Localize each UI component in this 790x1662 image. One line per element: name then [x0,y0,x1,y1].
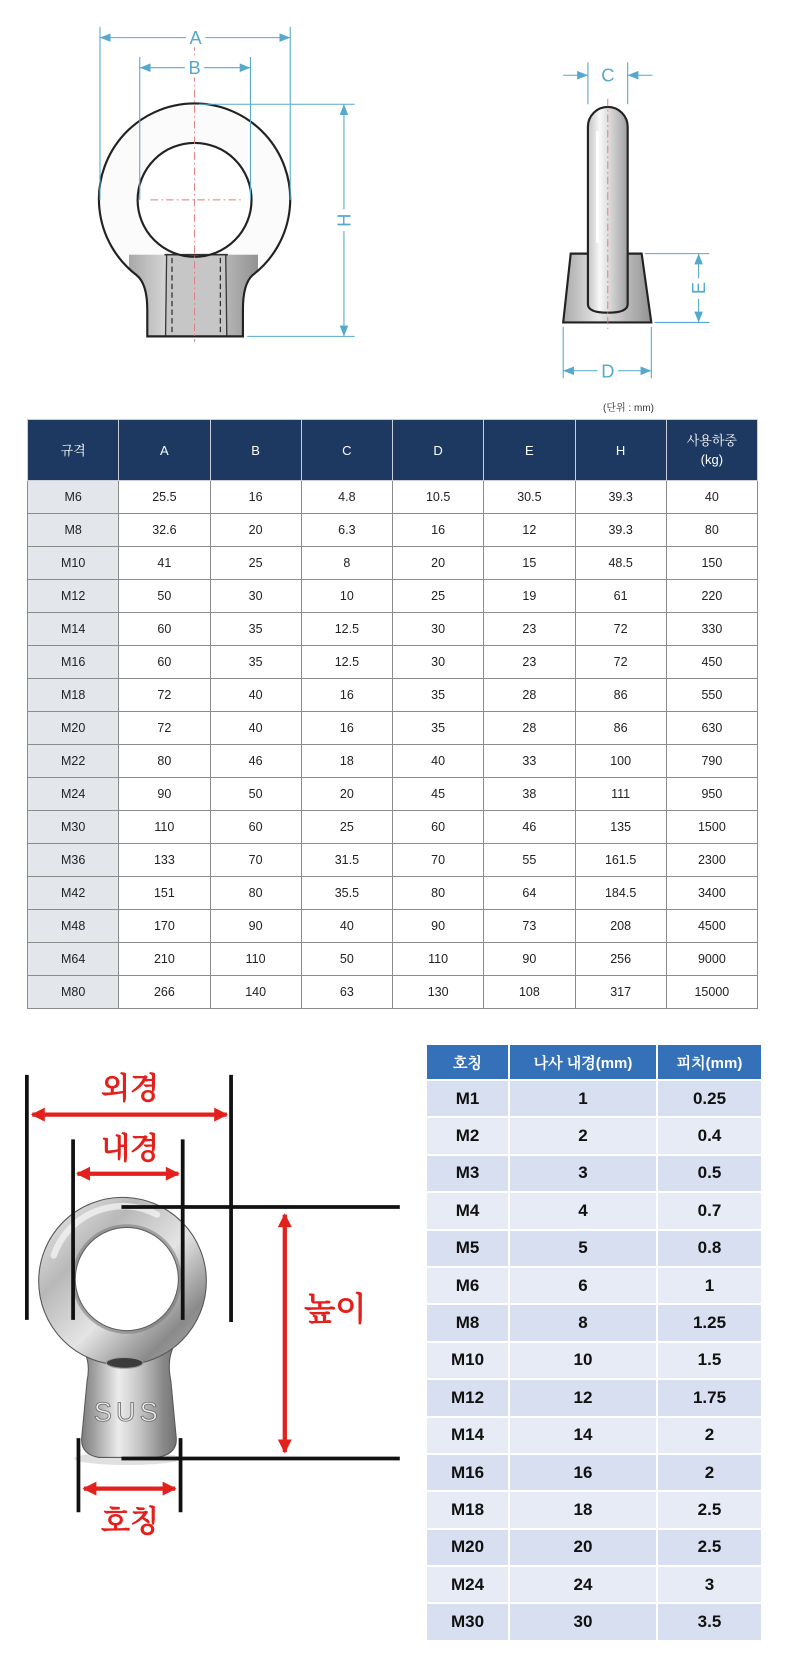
spec-value-cell: 266 [119,976,210,1009]
spec-value-cell: 90 [484,943,575,976]
spec-value-cell: 35 [210,613,301,646]
spec-value-cell: 35.5 [301,877,392,910]
spec-value-cell: 3400 [666,877,757,910]
spec-value-cell: 20 [301,778,392,811]
spec-value-cell: 16 [301,712,392,745]
table-row [426,1454,762,1491]
thread-size-cell: M8 [426,1304,509,1341]
thread-inner-diameter-cell: 16 [509,1454,657,1491]
dimension-a-label: A [189,27,202,49]
spec-value-cell: 40 [393,745,484,778]
thread-pitch-cell: 2 [657,1417,762,1454]
spec-size-cell: M64 [28,943,119,976]
spec-value-cell: 16 [393,514,484,547]
spec-value-cell: 41 [119,547,210,580]
thread-inner-diameter-cell: 10 [509,1342,657,1379]
spec-value-cell: 80 [210,877,301,910]
spec-value-cell: 25 [301,811,392,844]
thread-inner-diameter-cell: 2 [509,1117,657,1154]
thread-size-cell: M14 [426,1417,509,1454]
spec-value-cell: 86 [575,679,666,712]
eye-nut-emboss: SUS [93,1396,162,1427]
spec-value-cell: 45 [393,778,484,811]
spec-table-head [28,420,758,481]
thread-pitch-cell: 1.75 [657,1379,762,1416]
spec-value-cell: 60 [210,811,301,844]
thread-pitch-cell: 0.8 [657,1230,762,1267]
spec-value-cell: 210 [119,943,210,976]
spec-value-cell: 28 [484,712,575,745]
spec-value-cell: 40 [301,910,392,943]
spec-size-cell: M48 [28,910,119,943]
thread-inner-diameter-cell: 4 [509,1192,657,1229]
table-row [28,877,758,910]
spec-value-cell: 9000 [666,943,757,976]
spec-value-cell: 19 [484,580,575,613]
height-label: 높이 [304,1290,367,1327]
spec-value-cell: 33 [484,745,575,778]
thread-size-cell: M16 [426,1454,509,1491]
spec-value-cell: 12.5 [301,613,392,646]
table-row [426,1379,762,1416]
thread-inner-diameter-cell: 18 [509,1491,657,1528]
spec-value-cell: 111 [575,778,666,811]
spec-value-cell: 184.5 [575,877,666,910]
thread-inner-diameter-cell: 14 [509,1417,657,1454]
table-row [426,1304,762,1341]
spec-value-cell: 61 [575,580,666,613]
spec-value-cell: 70 [393,844,484,877]
spec-value-cell: 35 [393,679,484,712]
spec-size-cell: M10 [28,547,119,580]
spec-value-cell: 550 [666,679,757,712]
spec-value-cell: 18 [301,745,392,778]
spec-value-cell: 50 [301,943,392,976]
spec-value-cell: 80 [119,745,210,778]
table-row [28,811,758,844]
table-row [426,1117,762,1154]
spec-table-header-row [28,420,758,481]
spec-value-cell: 73 [484,910,575,943]
thread-size-cell: M6 [426,1267,509,1304]
spec-value-cell: 10 [301,580,392,613]
spec-value-cell: 16 [301,679,392,712]
spec-value-cell: 55 [484,844,575,877]
thread-size-cell: M30 [426,1603,509,1640]
spec-value-cell: 86 [575,712,666,745]
spec-header-cell: D [393,420,484,481]
table-row [28,580,758,613]
spec-value-cell: 72 [575,646,666,679]
thread-table-header-row [426,1044,762,1080]
table-row [426,1230,762,1267]
table-row [28,712,758,745]
table-row [426,1155,762,1192]
front-view [99,43,290,342]
table-row [426,1491,762,1528]
spec-value-cell: 60 [393,811,484,844]
spec-value-cell: 12 [484,514,575,547]
thread-inner-diameter-cell: 30 [509,1603,657,1640]
spec-value-cell: 23 [484,613,575,646]
thread-size-cell: M5 [426,1230,509,1267]
spec-size-cell: M12 [28,580,119,613]
spec-value-cell: 31.5 [301,844,392,877]
spec-value-cell: 110 [393,943,484,976]
table-row [28,679,758,712]
spec-size-cell: M24 [28,778,119,811]
thread-inner-diameter-cell: 3 [509,1155,657,1192]
spec-value-cell: 72 [575,613,666,646]
spec-value-cell: 110 [119,811,210,844]
dimension-e-label: E [688,281,710,295]
spec-value-cell: 46 [484,811,575,844]
spec-value-cell: 23 [484,646,575,679]
spec-header-cell: B [210,420,301,481]
dimension-c-label: C [601,64,615,86]
spec-value-cell: 39.3 [575,481,666,514]
thread-inner-diameter-cell: 24 [509,1566,657,1603]
spec-value-cell: 30 [210,580,301,613]
spec-value-cell: 60 [119,646,210,679]
thread-pitch-cell: 1 [657,1267,762,1304]
spec-value-cell: 38 [484,778,575,811]
spec-value-cell: 80 [666,514,757,547]
spec-header-cell: H [575,420,666,481]
thread-size-cell: M1 [426,1080,509,1117]
table-row [28,481,758,514]
spec-value-cell: 25 [210,547,301,580]
spec-value-cell: 100 [575,745,666,778]
spec-value-cell: 32.6 [119,514,210,547]
dimension-b-label: B [188,57,201,79]
spec-size-cell: M22 [28,745,119,778]
spec-value-cell: 15 [484,547,575,580]
dimension-e [645,254,709,323]
spec-value-cell: 70 [210,844,301,877]
thread-size-cell: M4 [426,1192,509,1229]
spec-value-cell: 6.3 [301,514,392,547]
thread-inner-diameter-cell: 1 [509,1080,657,1117]
thread-pitch-cell: 0.5 [657,1155,762,1192]
thread-pitch-cell: 0.4 [657,1117,762,1154]
spec-value-cell: 20 [393,547,484,580]
thread-pitch-cell: 2.5 [657,1491,762,1528]
spec-value-cell: 10.5 [393,481,484,514]
thread-table-head [426,1044,762,1080]
spec-value-cell: 50 [210,778,301,811]
spec-value-cell: 140 [210,976,301,1009]
thread-header-cell: 나사 내경(mm) [509,1044,657,1080]
spec-header-cell: A [119,420,210,481]
spec-value-cell: 150 [666,547,757,580]
spec-header-cell: 사용하중 (kg) [666,420,757,481]
spec-size-cell: M8 [28,514,119,547]
side-view [563,99,651,329]
spec-value-cell: 256 [575,943,666,976]
thread-pitch-cell: 0.7 [657,1192,762,1229]
spec-value-cell: 90 [119,778,210,811]
spec-header-cell: E [484,420,575,481]
thread-pitch-cell: 3.5 [657,1603,762,1640]
eye-nut-bore [106,1358,143,1369]
outer-diameter-label: 외경 [100,1072,160,1106]
table-row [426,1603,762,1640]
thread-pitch-cell: 2 [657,1454,762,1491]
table-row [426,1267,762,1304]
spec-value-cell: 63 [301,976,392,1009]
spec-value-cell: 208 [575,910,666,943]
spec-value-cell: 161.5 [575,844,666,877]
spec-size-cell: M18 [28,679,119,712]
spec-value-cell: 317 [575,976,666,1009]
spec-value-cell: 72 [119,712,210,745]
spec-value-cell: 46 [210,745,301,778]
table-row [28,547,758,580]
table-row [28,976,758,1009]
spec-value-cell: 60 [119,613,210,646]
thread-inner-diameter-cell: 12 [509,1379,657,1416]
table-row [426,1080,762,1117]
spec-table-body [28,481,758,1009]
nominal-size-label: 호칭 [100,1505,160,1539]
spec-size-cell: M36 [28,844,119,877]
table-row [426,1566,762,1603]
thread-size-cell: M10 [426,1342,509,1379]
table-row [426,1192,762,1229]
eye-nut-inner-rim [74,1226,180,1332]
spec-value-cell: 30 [393,646,484,679]
spec-value-cell: 330 [666,613,757,646]
spec-value-cell: 4.8 [301,481,392,514]
spec-value-cell: 151 [119,877,210,910]
spec-value-cell: 39.3 [575,514,666,547]
spec-value-cell: 25 [393,580,484,613]
spec-value-cell: 80 [393,877,484,910]
dimension-d-label: D [601,360,615,382]
front-view-thread-bore [166,255,227,337]
technical-drawing [0,0,790,400]
thread-header-cell: 호칭 [426,1044,509,1080]
spec-value-cell: 630 [666,712,757,745]
spec-value-cell: 110 [210,943,301,976]
spec-value-cell: 790 [666,745,757,778]
table-row [28,514,758,547]
spec-size-cell: M42 [28,877,119,910]
spec-value-cell: 40 [666,481,757,514]
thread-pitch-cell: 1.25 [657,1304,762,1341]
spec-value-cell: 135 [575,811,666,844]
spec-value-cell: 35 [210,646,301,679]
thread-table [425,1043,763,1642]
spec-header-cell: 규격 [28,420,119,481]
spec-size-cell: M30 [28,811,119,844]
table-row [28,943,758,976]
spec-value-cell: 50 [119,580,210,613]
spec-value-cell: 25.5 [119,481,210,514]
spec-value-cell: 90 [210,910,301,943]
spec-value-cell: 130 [393,976,484,1009]
table-row [28,613,758,646]
spec-value-cell: 1500 [666,811,757,844]
spec-value-cell: 64 [484,877,575,910]
spec-size-cell: M6 [28,481,119,514]
eye-nut-photo-annotated [0,1050,420,1662]
thread-pitch-cell: 1.5 [657,1342,762,1379]
spec-value-cell: 72 [119,679,210,712]
spec-value-cell: 133 [119,844,210,877]
unit-note: (단위 : mm) [603,403,654,414]
spec-value-cell: 40 [210,712,301,745]
thread-inner-diameter-cell: 20 [509,1529,657,1566]
spec-size-cell: M80 [28,976,119,1009]
table-row [28,910,758,943]
table-row [28,844,758,877]
spec-value-cell: 16 [210,481,301,514]
table-row [426,1342,762,1379]
table-row [28,646,758,679]
table-row [426,1417,762,1454]
spec-size-cell: M20 [28,712,119,745]
thread-size-cell: M3 [426,1155,509,1192]
spec-value-cell: 108 [484,976,575,1009]
spec-value-cell: 2300 [666,844,757,877]
spec-value-cell: 90 [393,910,484,943]
spec-value-cell: 35 [393,712,484,745]
spec-value-cell: 48.5 [575,547,666,580]
spec-value-cell: 30.5 [484,481,575,514]
spec-size-cell: M16 [28,646,119,679]
spec-header-cell: C [301,420,392,481]
thread-pitch-cell: 3 [657,1566,762,1603]
spec-value-cell: 40 [210,679,301,712]
spec-value-cell: 8 [301,547,392,580]
thread-size-cell: M20 [426,1529,509,1566]
spec-size-cell: M14 [28,613,119,646]
spec-value-cell: 950 [666,778,757,811]
thread-size-cell: M18 [426,1491,509,1528]
dimension-h-label: H [333,213,355,227]
dimension-d [563,327,651,382]
thread-inner-diameter-cell: 5 [509,1230,657,1267]
thread-inner-diameter-cell: 8 [509,1304,657,1341]
thread-header-cell: 피치(mm) [657,1044,762,1080]
table-row [426,1529,762,1566]
thread-table-body [426,1080,762,1641]
spec-value-cell: 220 [666,580,757,613]
thread-size-cell: M2 [426,1117,509,1154]
spec-value-cell: 4500 [666,910,757,943]
spec-table [27,419,758,1009]
spec-value-cell: 30 [393,613,484,646]
spec-value-cell: 12.5 [301,646,392,679]
spec-value-cell: 28 [484,679,575,712]
spec-value-cell: 170 [119,910,210,943]
inner-diameter-label: 내경 [100,1132,160,1166]
thread-inner-diameter-cell: 6 [509,1267,657,1304]
thread-size-cell: M12 [426,1379,509,1416]
table-row [28,745,758,778]
spec-value-cell: 450 [666,646,757,679]
thread-pitch-cell: 0.25 [657,1080,762,1117]
dimension-c [563,62,652,104]
thread-pitch-cell: 2.5 [657,1529,762,1566]
table-row [28,778,758,811]
thread-size-cell: M24 [426,1566,509,1603]
spec-value-cell: 20 [210,514,301,547]
spec-value-cell: 15000 [666,976,757,1009]
